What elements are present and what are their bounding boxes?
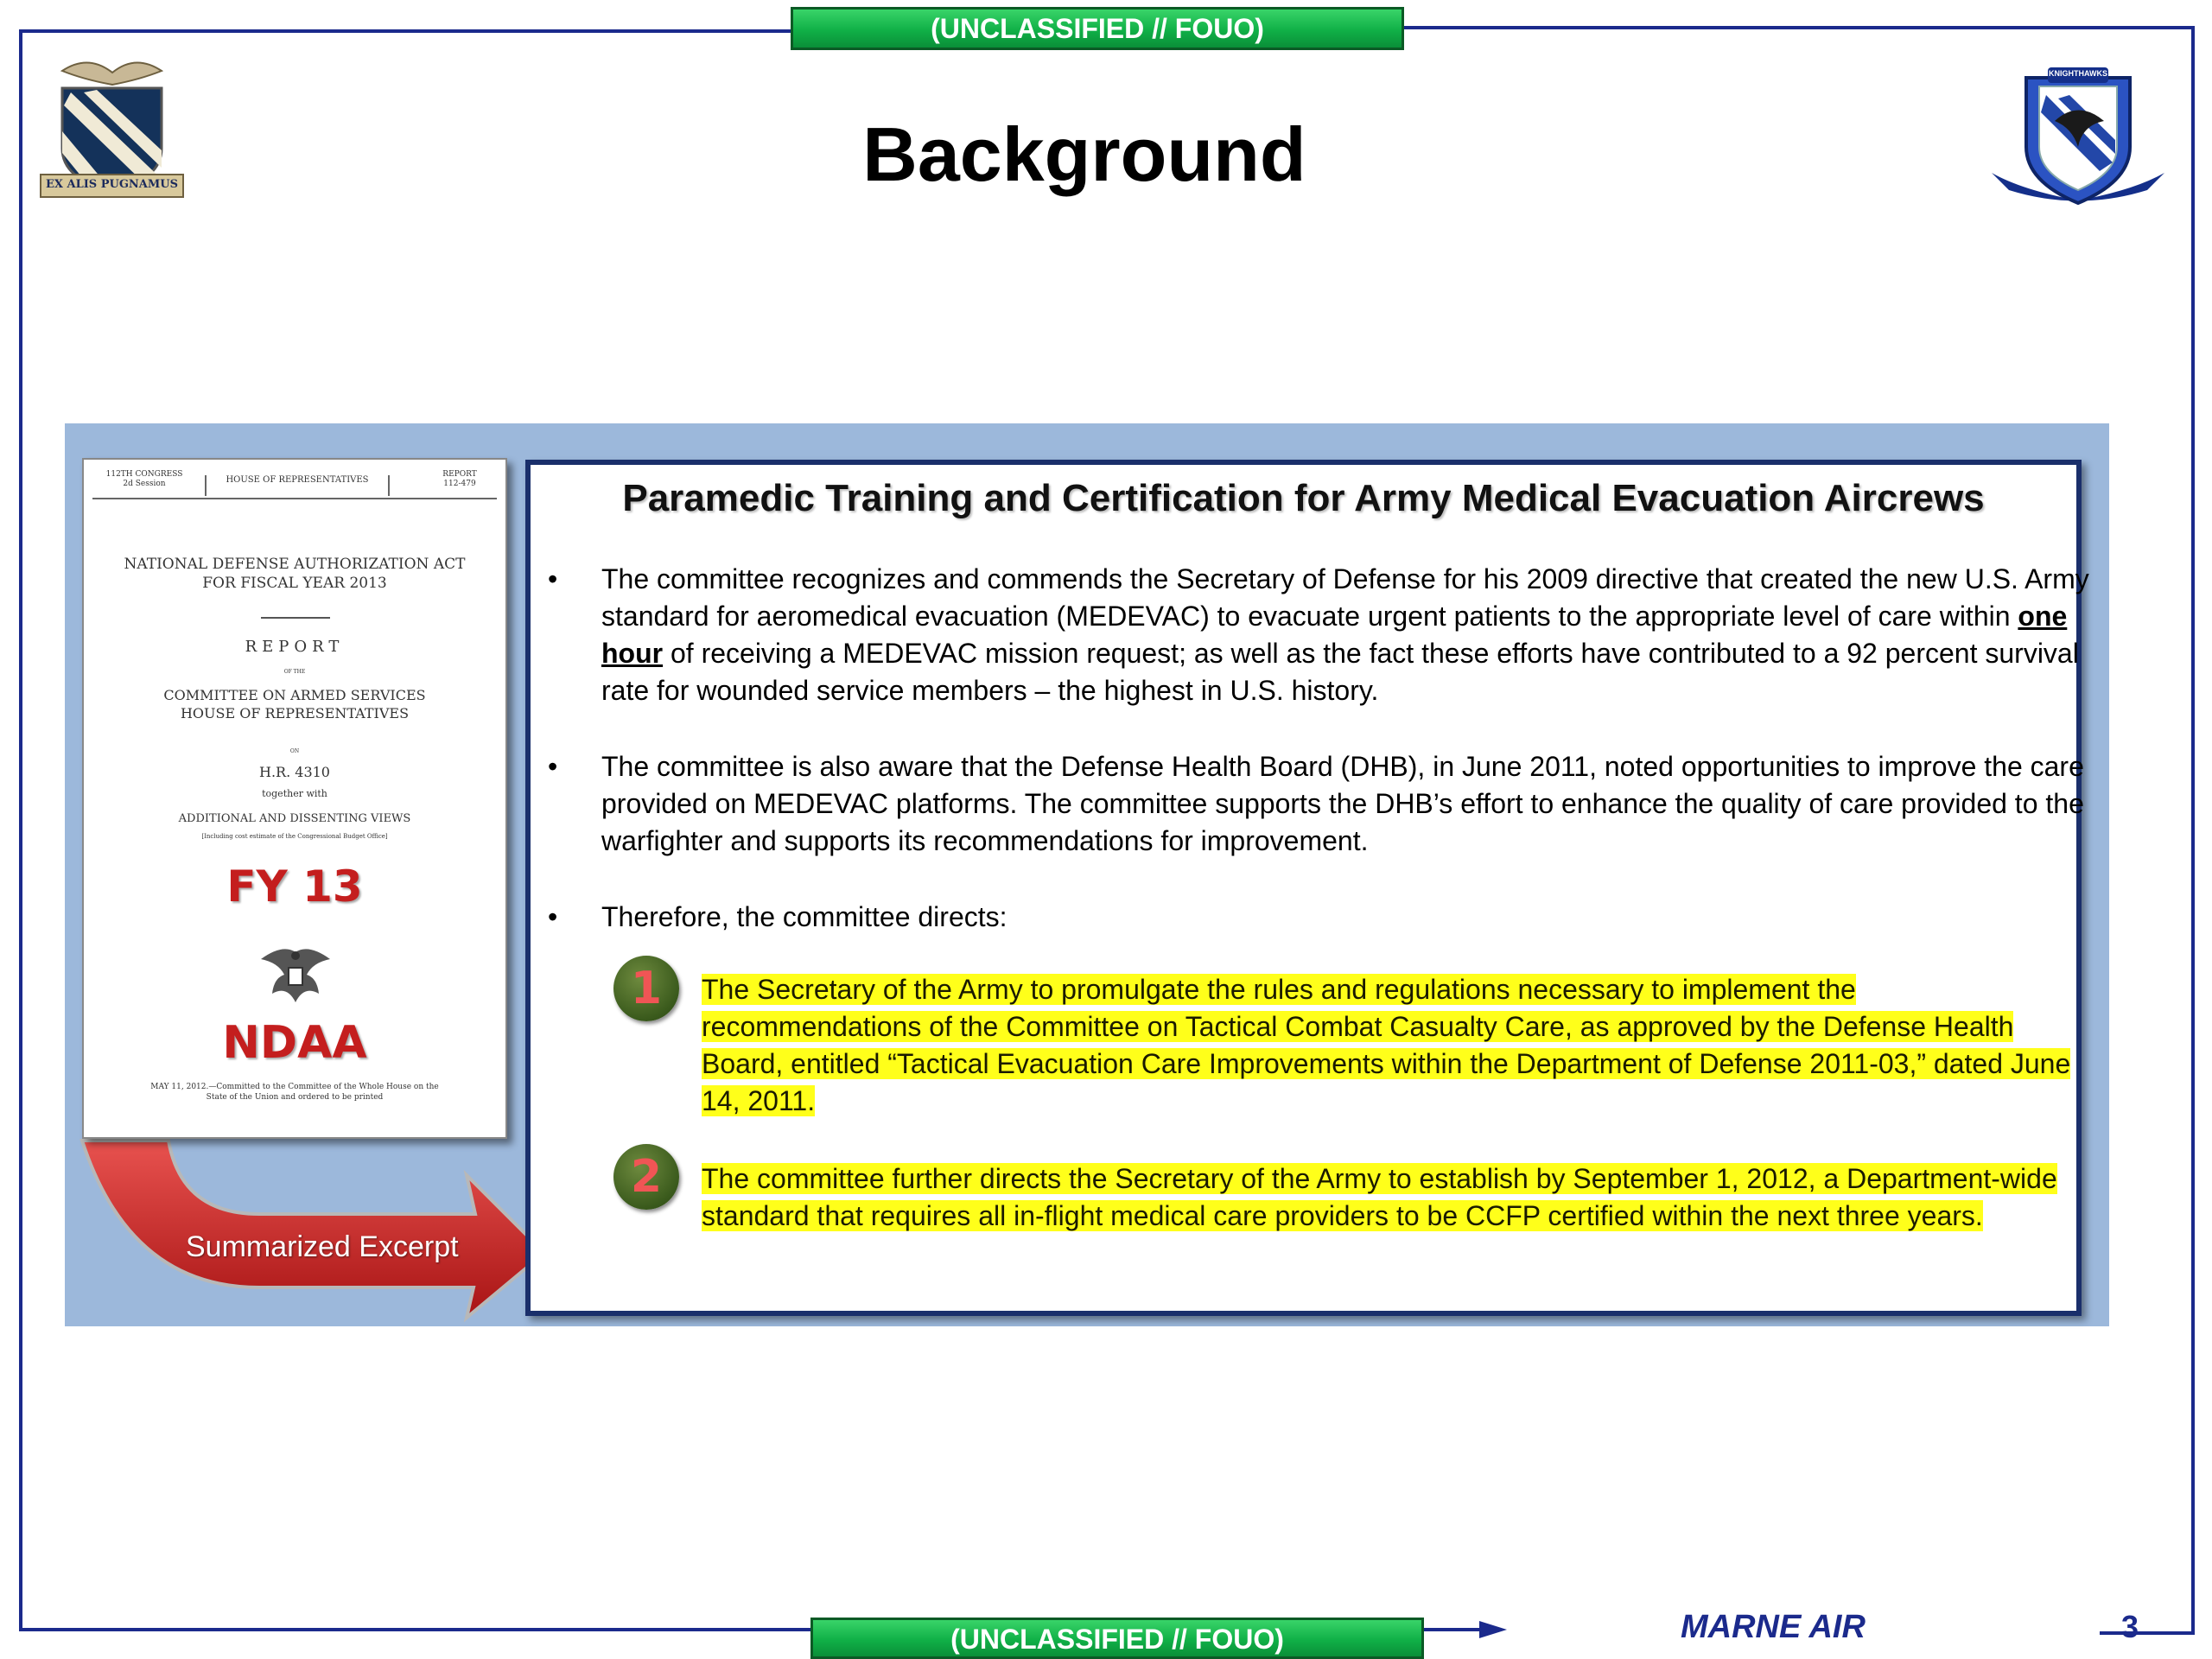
unit-name: MARNE AIR — [1681, 1609, 1866, 1645]
cover-report: REPORT — [245, 638, 345, 656]
cover-act-title: NATIONAL DEFENSE AUTHORIZATION ACT FOR FISCAL YEAR 2013 — [124, 556, 466, 592]
cover-header-right: REPORT 112-479 — [442, 470, 477, 488]
summarized-excerpt-arrow — [78, 1123, 549, 1322]
cover-header-center: HOUSE OF REPRESENTATIVES — [205, 475, 390, 496]
knighthawks-label: KNIGHTHAWKS — [2049, 69, 2107, 78]
cover-header — [92, 468, 497, 499]
cover-fy: FY 13 — [226, 861, 363, 912]
directive-number-2: 2 — [613, 1144, 679, 1210]
eagle-seal-icon — [257, 944, 334, 1007]
frame-top-right — [1404, 26, 2195, 29]
frame-left — [19, 29, 22, 1630]
bullet-2-text: The committee is also aware that the Defense Health Board (DHB), in June 2011, noted opportunities to improve the care provided on MEDEVAC platforms. The committee supports the DHB’s effort to enhance the quality of care provided to the warfighter and supports its recommendations for improvement. — [601, 751, 2084, 856]
frame-bottom-left — [19, 1628, 812, 1631]
summarized-excerpt-label: Summarized Excerpt — [186, 1230, 459, 1263]
bullet-dot: • — [548, 901, 558, 932]
frame-right — [2191, 26, 2195, 1633]
classification-banner-top: (UNCLASSIFIED // FOUO) — [791, 7, 1404, 50]
cover-including: [Including cost estimate of the Congressional Budget Office] — [201, 833, 388, 840]
directive-1-text: The Secretary of the Army to promulgate the rules and regulations necessary to implement the recommendations of the Committee on Tactical Combat Casualty Care, as approved by the Defense Health Board, entitled “Tactical Evacuation Care Improvements within the Department of Defense 2011-03,” dated June 14, 2011. — [702, 974, 2071, 1116]
cover-divider — [261, 617, 330, 619]
excerpt-title: Paramedic Training and Certification for Army Medical Evacuation Aircrews — [622, 477, 1985, 519]
excerpt-box — [525, 460, 2089, 1316]
frame-bottom-mid — [1424, 1628, 1486, 1631]
emphasis-one-hour: one hour — [601, 601, 2068, 669]
cover-header-left: 112TH CONGRESS 2d Session — [105, 470, 183, 488]
report-cover — [82, 458, 507, 1139]
cover-bill: H.R. 4310 — [259, 764, 330, 780]
bullet-3-text: Therefore, the committee directs: — [601, 901, 1007, 932]
cover-footer: MAY 11, 2012.—Committed to the Committee of the Whole House on the State of the Union and ordered to be printed — [150, 1083, 439, 1102]
crest-motto: EX ALIS PUGNAMUS — [45, 178, 179, 191]
bullet-dot: • — [548, 751, 558, 782]
frame-top-left — [19, 29, 793, 33]
cover-of-the: OF THE — [283, 669, 306, 675]
page-title: Background — [862, 111, 1306, 197]
cover-on: ON — [289, 748, 300, 754]
directive-2-text: The committee further directs the Secretary of the Army to establish by September 1, 2012, a Department-wide standard that requires all in-flight medical care providers to be CCFP certified within the next three years. — [702, 1163, 2057, 1231]
page-number: 3 — [2121, 1609, 2139, 1644]
bullet-1-text: The committee recognizes and commends the Secretary of Defense for his 2009 directive that created the new U.S. Army standard for aeromedical evacuation (MEDEVAC) to evacuate urgent patients to the appropriate level of care within one hour of receiving a MEDEVAC mission request; as well as the fact these efforts have contributed to a 92 percent survival rate for wounded service members – the highest in U.S. history. — [601, 563, 2089, 706]
directive-number-1: 1 — [613, 956, 679, 1021]
bullet-dot: • — [548, 563, 558, 594]
arrow-right-icon — [1479, 1618, 1507, 1642]
cover-views: ADDITIONAL AND DISSENTING VIEWS — [178, 812, 411, 825]
frame-bottom-right — [2100, 1631, 2195, 1635]
cover-committee: COMMITTEE ON ARMED SERVICES HOUSE OF REPRESENTATIVES — [163, 687, 426, 721]
cover-ndaa: NDAA — [222, 1017, 367, 1069]
cover-together: together with — [262, 788, 327, 799]
classification-banner-bottom: (UNCLASSIFIED // FOUO) — [810, 1618, 1424, 1659]
